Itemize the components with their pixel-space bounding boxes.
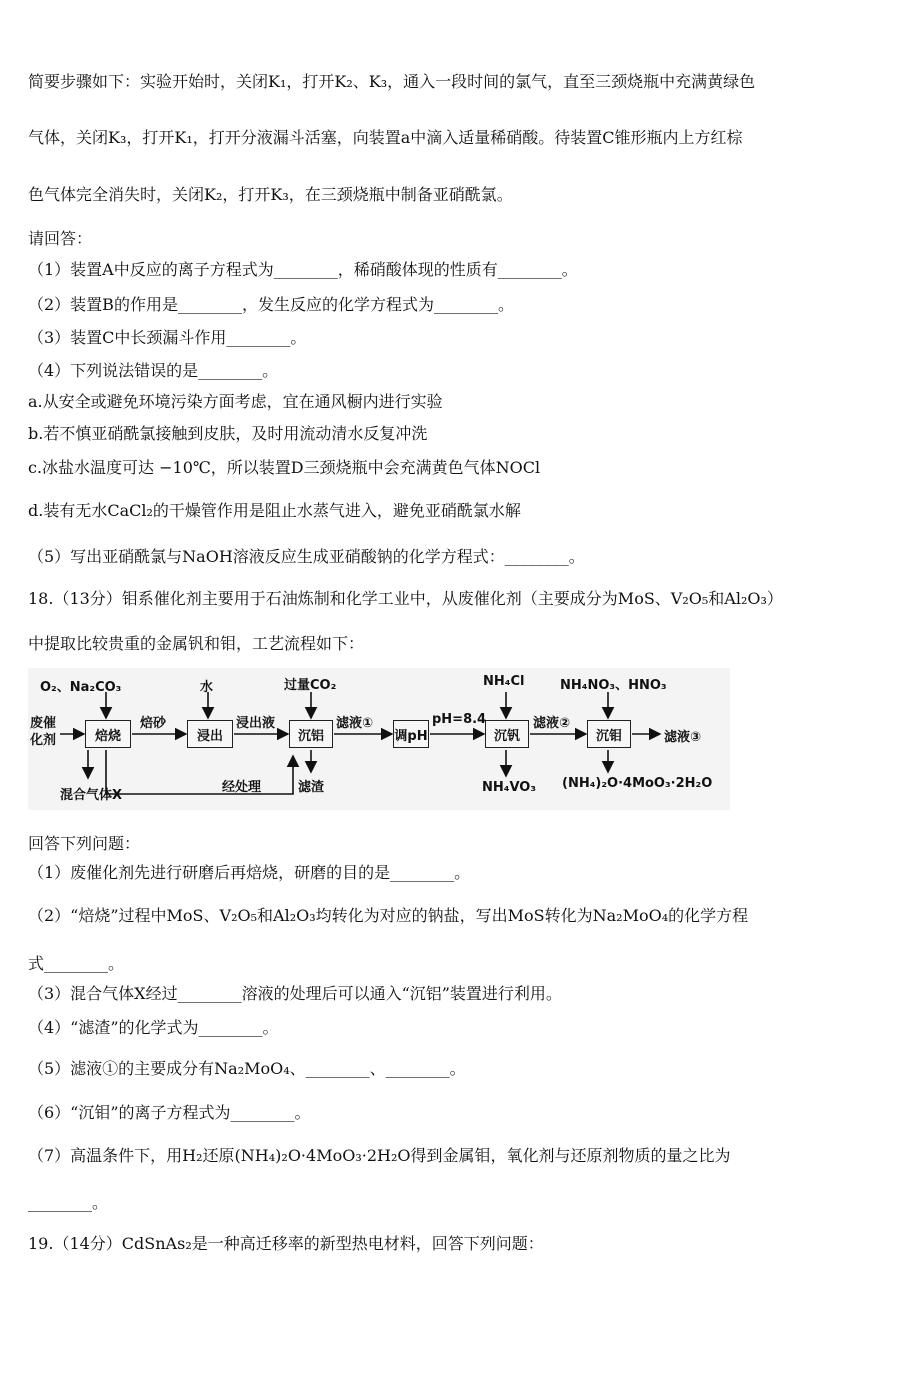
option-b: b.若不慎亚硝酰氯接触到皮肤，及时用流动清水反复冲洗: [28, 424, 428, 443]
box-mo-precipitation: 沉钼: [587, 720, 631, 748]
question-18-1: （1）废催化剂先进行研磨后再焙烧，研磨的目的是________。: [28, 863, 471, 882]
question-18-3: （3）混合气体X经过________溶液的处理后可以通入“沉铝”装置进行利用。: [28, 984, 562, 1003]
output-gas-x: 混合气体X: [60, 788, 123, 803]
question-18-intro: 18.（13分）钼系催化剂主要用于石油炼制和化学工业中，从废催化剂（主要成分为MoS、V₂O₅和Al₂O₃）: [28, 589, 783, 608]
label-ph: pH=8.4: [432, 712, 487, 727]
process-flow-diagram: [28, 668, 730, 810]
box-roasting: 焙烧: [85, 720, 131, 748]
input-nh4cl: NH₄Cl: [483, 674, 525, 689]
input-nh4no3-hno3: NH₄NO₃、HNO₃: [560, 678, 667, 693]
question-17-2: （2）装置B的作用是________，发生反应的化学方程式为________。: [28, 295, 514, 314]
text-line-4: 请回答：: [28, 229, 93, 248]
box-al-precipitation: 沉铝: [289, 720, 333, 748]
option-c: c.冰盐水温度可达 −10℃，所以装置D三颈烧瓶中会充满黄色气体NOCl: [28, 458, 541, 477]
question-18-2: （2）“焙烧”过程中MoS、V₂O₅和Al₂O₃均转化为对应的钠盐，写出MoS转化为Na₂MoO₄的化学方程: [28, 906, 749, 925]
input-water: 水: [200, 680, 214, 695]
question-17-5: （5）写出亚硝酰氯与NaOH溶液反应生成亚硝酸钠的化学方程式：________。: [28, 547, 585, 566]
text-line-1: 简要步骤如下：实验开始时，关闭K₁，打开K₂、K₃，通入一段时间的氯气，直至三颈烧瓶中充满黄绿色: [28, 72, 756, 91]
question-18-7-cont: ________。: [28, 1193, 109, 1212]
question-17-1: （1）装置A中反应的离子方程式为________，稀硝酸体现的性质有________。: [28, 260, 578, 279]
input-o2-na2co3: O₂、Na₂CO₃: [40, 680, 122, 695]
text-line-2: 气体，关闭K₃，打开K₁，打开分液漏斗活塞，向装置a中滴入适量稀硝酸。待装置C锥形瓶内上方红棕: [28, 128, 743, 147]
question-18-prompt: 回答下列问题：: [28, 834, 141, 853]
output-nh4vo3: NH₄VO₃: [482, 780, 537, 795]
label-filtrate-3: 滤液③: [664, 730, 702, 745]
question-18-intro-2: 中提取比较贵重的金属钒和钼，工艺流程如下：: [28, 634, 365, 653]
question-18-6: （6）“沉钼”的离子方程式为________。: [28, 1103, 311, 1122]
question-17-3: （3）装置C中长颈漏斗作用________。: [28, 328, 307, 347]
box-leaching: 浸出: [187, 720, 233, 748]
label-filtrate-2: 滤液②: [533, 716, 571, 731]
box-v-precipitation: 沉钒: [485, 720, 529, 748]
question-19-intro: 19.（14分）CdSnAs₂是一种高迁移率的新型热电材料，回答下列问题：: [28, 1234, 544, 1253]
option-d: d.装有无水CaCl₂的干燥管作用是阻止水蒸气进入，避免亚硝酰氯水解: [28, 501, 521, 520]
question-17-4: （4）下列说法错误的是________。: [28, 361, 279, 380]
question-18-5: （5）滤液①的主要成分有Na₂MoO₄、________、________。: [28, 1059, 466, 1078]
output-residue: 滤渣: [298, 780, 325, 795]
question-18-4: （4）“滤渣”的化学式为________。: [28, 1018, 279, 1037]
output-ammonium-molybdate: (NH₄)₂O·4MoO₃·2H₂O: [562, 776, 713, 791]
recycle-label: 经处理: [222, 780, 262, 795]
label-calcine: 焙砂: [140, 716, 167, 731]
option-a: a.从安全或避免环境污染方面考虑，宜在通风橱内进行实验: [28, 392, 443, 411]
input-co2: 过量CO₂: [284, 678, 337, 693]
question-18-2-cont: 式________。: [28, 954, 125, 973]
label-filtrate-1: 滤液①: [336, 716, 374, 731]
question-18-7: （7）高温条件下，用H₂还原(NH₄)₂O·4MoO₃·2H₂O得到金属钼，氧化剂与还原剂物质的量之比为: [28, 1146, 731, 1165]
text-line-3: 色气体完全消失时，关闭K₂，打开K₃，在三颈烧瓶中制备亚硝酰氯。: [28, 185, 513, 204]
box-adjust-ph: 调pH: [393, 720, 429, 748]
feed-label: 废催化剂: [30, 716, 57, 748]
label-leachate: 浸出液: [236, 716, 276, 731]
